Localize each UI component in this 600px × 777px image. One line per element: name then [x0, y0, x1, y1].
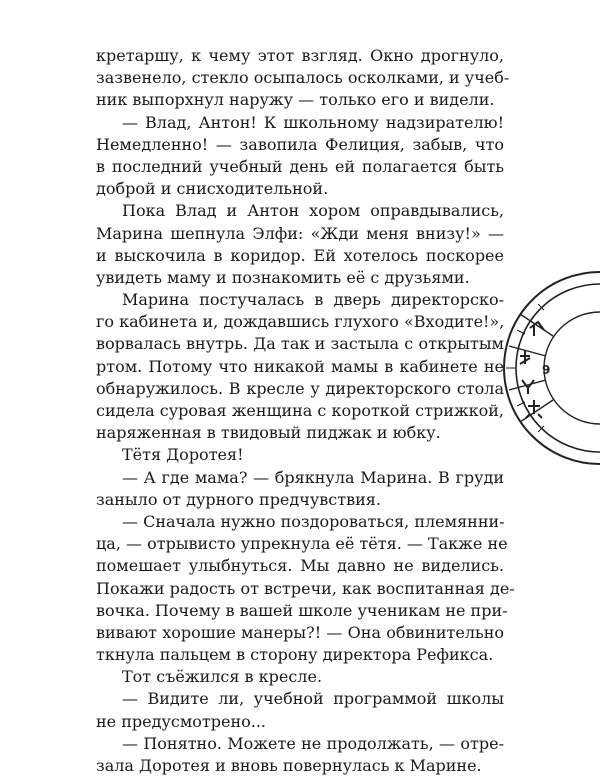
page-body-text — [96, 45, 515, 777]
text-line: зазвенело, стекло осыпалось осколками, и учеб- — [96, 68, 510, 88]
text-line: в последний учебный день ей полагается быть — [96, 156, 504, 176]
text-line: наряженная в твидовый пиджак и юбку. — [96, 423, 441, 443]
text-line: ворвалась внутрь. Да так и застыла с открытым — [96, 334, 504, 354]
text-line: не предусмотрено... — [96, 711, 267, 731]
text-line: ник выпорхнул наружу — только его и видели. — [96, 90, 495, 110]
rune-upper — [520, 350, 530, 364]
text-line: и выскочила в коридор. Ей хотелось поскорее — [96, 245, 504, 265]
text-line: го кабинета и, дождавшись глухого «Входите!», — [96, 312, 505, 332]
text-line: Марина шепнула Элфи: «Жди меня внизу!» — — [96, 223, 504, 243]
rune-lower — [522, 380, 534, 394]
text-line: — Понятно. Можете не продолжать, — отре- — [122, 733, 504, 753]
text-line: ткнула пальцем в сторону директора Рефикса. — [96, 645, 494, 665]
wheel-number: 9 — [542, 363, 551, 377]
text-line: Марина постучалась в дверь директорско- — [122, 290, 504, 310]
text-line: ца, — отрывисто упрекнула её тётя. — Также не — [96, 534, 508, 554]
text-line: обнаружилось. В кресле у директорского стола — [96, 378, 504, 398]
clock-wheel-ornament — [470, 268, 600, 468]
inner-ring — [544, 312, 600, 424]
text-line: Покажи радость от встречи, как воспитанная де- — [96, 578, 515, 598]
text-line: увидеть маму и познакомить её с друзьями. — [96, 267, 470, 287]
text-line: Немедленно! — завопила Фелиция, забыв, что — [96, 134, 504, 154]
text-line: заныло от дурного предчувствия. — [96, 489, 381, 509]
text-line: — А где мама? — брякнула Марина. В груди — [122, 467, 504, 487]
text-line: Тётя Доротея! — [122, 445, 244, 465]
text-line: доброй и снисходительной. — [96, 179, 329, 199]
text-line: — Видите ли, учебной программой школы — [122, 689, 504, 709]
text-line: зала Доротея и вновь повернулась к Марине. — [96, 756, 482, 775]
text-line: сидела суровая женщина с короткой стрижкой, — [96, 401, 504, 420]
text-line: — Сначала нужно поздороваться, племянни- — [122, 511, 505, 531]
text-line: Пока Влад и Антон хором оправдывались, — [122, 201, 504, 221]
text-line: вочка. Почему в вашей школе ученикам не при- — [96, 600, 508, 620]
text-line: ртом. Потому что никакой мамы в кабинете не — [96, 356, 504, 376]
middle-ring — [516, 284, 600, 452]
text-line: помешает улыбнуться. Мы давно не виделись. — [96, 556, 504, 576]
text-line: кретаршу, к чему этот взгляд. Окно дрогнуло, — [96, 46, 504, 65]
text-line: Тот съёжился в кресле. — [122, 667, 323, 687]
text-line: вивают хорошие манеры?! — Она обвинительно — [96, 622, 504, 642]
outer-ring — [504, 272, 600, 464]
text-line: — Влад, Антон! К школьному надзирателю! — [122, 112, 504, 132]
